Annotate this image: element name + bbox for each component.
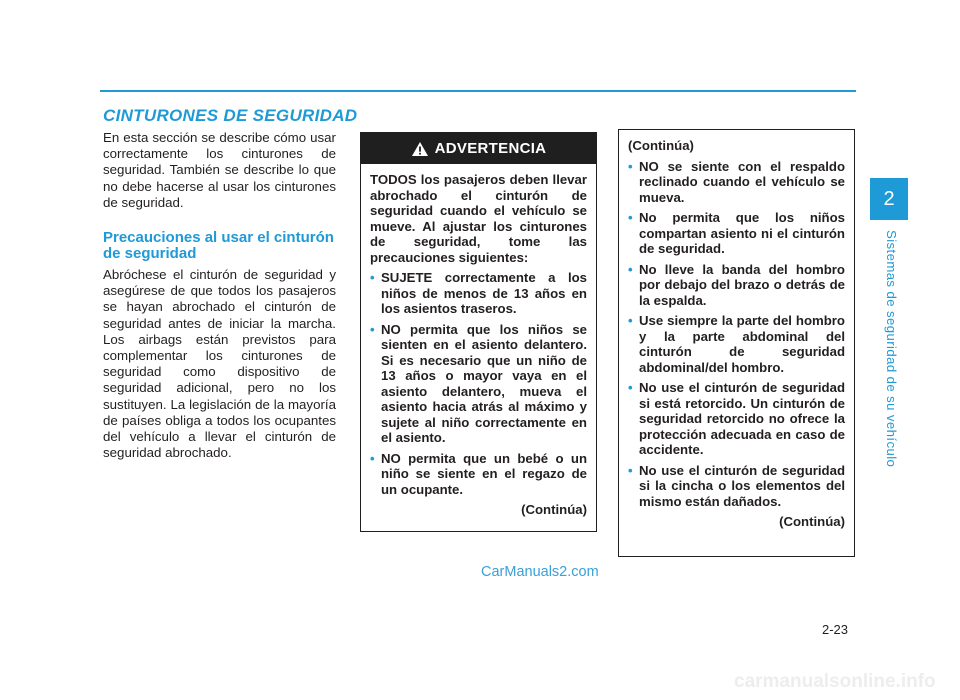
warning-list: [370, 270, 587, 497]
continued-list-item: • NO se siente con el respaldo reclinado cuando el vehículo se mueva.: [628, 158, 845, 205]
section-title: CINTURONES DE SEGURIDAD: [103, 106, 358, 125]
continued-box: [618, 129, 855, 557]
warning-triangle-icon: [411, 141, 429, 157]
continued-list-item: • No permita que los niños compartan asiento ni el cinturón de seguridad.: [628, 210, 845, 256]
continued-lead: (Continúa): [628, 138, 694, 153]
continued-list-item: • No use el cinturón de seguridad si la cincha o los elementos del mismo están dañados.: [628, 462, 845, 509]
continued-list-item: • No lleve la banda del hombro por debajo del brazo o detrás de la espalda.: [628, 261, 845, 308]
page-number: 2-23: [822, 622, 849, 637]
warning-header-label: ADVERTENCIA: [434, 140, 547, 157]
footer-url: carmanualsonline.info: [734, 671, 936, 692]
subheading: Precauciones al usar el cinturón de seguridad: [103, 229, 334, 262]
warning-list-item: • SUJETE correctamente a los niños de menos de 13 años en los asientos traseros.: [370, 270, 587, 316]
chapter-side-title: Sistemas de seguridad de su vehículo: [884, 230, 899, 468]
warning-header: [361, 133, 596, 164]
continued-content: [619, 130, 854, 530]
top-rule: [100, 90, 856, 92]
warning-box: [360, 132, 597, 532]
warning-list-item: • NO permita que los niños se sienten en el asiento delantero. Si es necesario que un niño de 13 años o mayor vaya en el asiento delantero, mueva el asiento hacia atrás al máximo y sujete al niño correctamente en el asiento.: [370, 321, 587, 445]
continued-list-item: • Use siempre la parte del hombro y la parte abdominal del cinturón de seguridad abdominal/del hombro.: [628, 313, 845, 375]
continued-list: [628, 159, 845, 510]
intro-paragraph: En esta sección se describe cómo usar correctamente los cinturones de seguridad. También se describe lo que no debe hacerse al usar los cinturones de seguridad.: [103, 130, 336, 210]
watermark-link[interactable]: CarManuals2.com: [481, 564, 599, 580]
warning-continued: (Continúa): [521, 502, 587, 517]
warning-lead: TODOS los pasajeros deben llevar abrochado el cinturón de seguridad cuando el vehículo se mueve. Al ajustar los cinturones de seguridad, tome las precauciones siguientes:: [370, 172, 587, 265]
chapter-tab: 2: [870, 178, 908, 220]
warning-list-item: • NO permita que un bebé o un niño se siente en el regazo de un ocupante.: [370, 450, 587, 497]
continued-box-continued: (Continúa): [779, 514, 845, 529]
body-paragraph: Abróchese el cinturón de seguridad y asegúrese de que todos los pasajeros se hayan abrochado el cinturón de seguridad antes de iniciar la marcha. Los airbags están previstos para complementar los cinturones de seguridad como dispositivo de seguridad adicional, pero no los sustituyen. La legislación de la mayoría de países obliga a todos los ocupantes del vehículo a llevar el cinturón de seguridad abrochado.: [103, 267, 336, 461]
warning-content: [361, 164, 596, 518]
continued-list-item: • No use el cinturón de seguridad si está retorcido. Un cinturón de seguridad retorcido no ofrece la protección adecuada en caso de accidente.: [628, 380, 845, 457]
